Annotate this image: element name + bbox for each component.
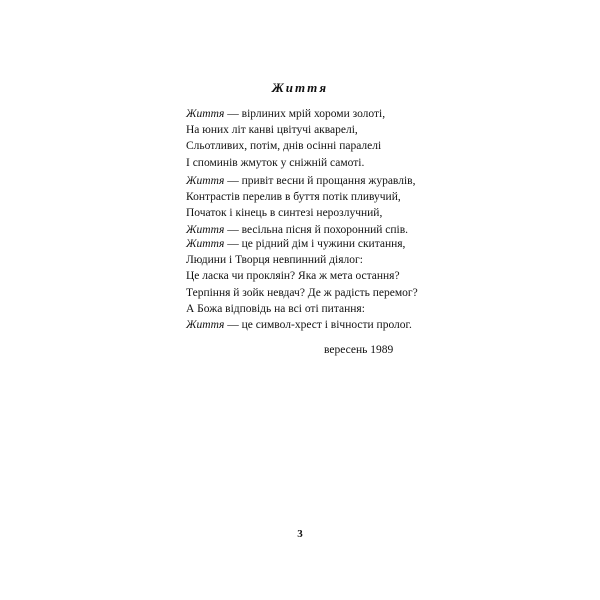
poem-stanza-4 [186, 285, 446, 334]
line-lead-word: Життя [186, 319, 225, 332]
poem-line [186, 173, 446, 189]
line-text: А Божа відповідь на всі оті питання: [186, 303, 365, 316]
line-text: — це символ-хрест і вічности пролог. [224, 319, 412, 332]
poem-line [186, 122, 446, 138]
poem-line [186, 205, 446, 221]
poem-line [186, 106, 446, 122]
line-text: Контрастів перелив в буття потік пливучий, [186, 191, 401, 204]
line-text: Це ласка чи прокляін? Яка ж мета остання? [186, 270, 400, 283]
poem-line [186, 301, 446, 317]
poem-date: вересень 1989 [324, 344, 394, 356]
line-text: — вірлиних мрій хороми золоті, [224, 108, 386, 120]
poem-stanza-1 [186, 106, 446, 171]
poem-line [186, 189, 446, 205]
line-text: На юних літ канві цвітучі акварелі, [186, 124, 358, 137]
line-text: Терпіння й зойк невдач? Де ж радість перемог? [186, 287, 418, 299]
poem-line [186, 268, 446, 284]
poem-line [186, 236, 446, 252]
line-text: — весільна пісня й похоронний спів. [224, 223, 409, 236]
poem-stanza-3 [186, 236, 446, 285]
line-lead-word: Життя [186, 108, 225, 120]
line-text: Сльотливих, потім, днів осінні паралелі [186, 140, 382, 153]
line-text: — привіт весни й прощання журавлів, [224, 175, 416, 187]
poem-stanza-2 [186, 173, 446, 238]
page-number: 3 [297, 528, 303, 540]
line-lead-word: Життя [186, 223, 225, 236]
poem-line [186, 252, 446, 268]
line-lead-word: Життя [186, 238, 225, 250]
line-text: Людини і Творця невпинний діялог: [186, 254, 363, 267]
line-text: І споминів жмуток у сніжній самоті. [186, 156, 365, 169]
poem-line [186, 138, 446, 154]
line-text: — це рідний дім і чужини скитання, [224, 238, 406, 250]
poem-line [186, 317, 446, 333]
poem-line [186, 285, 446, 301]
poem-line [186, 155, 446, 171]
poem-title: Життя [271, 80, 329, 95]
line-lead-word: Життя [186, 175, 225, 187]
line-text: Початок і кінець в синтезі нерозлучний, [186, 207, 383, 220]
